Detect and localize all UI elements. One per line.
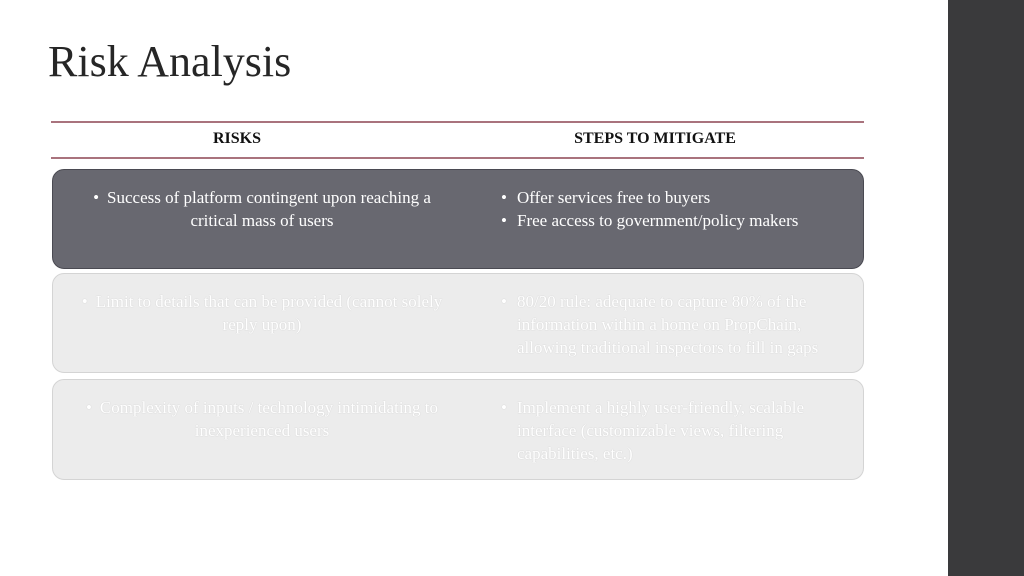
mitigation-item: [501, 396, 851, 465]
mitigation-text: Free access to government/policy makers: [517, 211, 799, 230]
bullet: •: [501, 292, 507, 311]
header-top-rule: [51, 121, 864, 123]
bullet: •: [93, 188, 100, 207]
mitigation-cell: [501, 396, 851, 465]
risks-header: RISKS: [212, 130, 262, 147]
mitigation-text: Offer services free to buyers: [517, 188, 711, 207]
risk-row-2[interactable]: [52, 273, 864, 373]
mitigation-cell: [501, 186, 851, 232]
mitigation-text: Implement a highly user-friendly, scalable interface (customizable views, filtering capabilities, etc.): [517, 398, 804, 463]
bullet: •: [501, 398, 507, 417]
slide-title: Risk Analysis: [48, 37, 292, 86]
bullet: •: [501, 188, 507, 207]
risk-text: Complexity of inputs / technology intimidating to inexperienced users: [99, 398, 439, 440]
mitigation-cell: [501, 290, 851, 359]
risk-cell: [71, 396, 453, 442]
risk-text: Limit to details that can be provided (cannot solely reply upon): [95, 292, 443, 334]
mitigation-item: [501, 209, 851, 232]
bullet: •: [85, 398, 92, 417]
header-bottom-rule: [51, 157, 864, 159]
risk-text: Success of platform contingent upon reaching a critical mass of users: [107, 188, 431, 230]
mitigate-header: STEPS TO MITIGATE: [574, 130, 736, 147]
bullet: •: [501, 211, 507, 230]
mitigation-item: [501, 186, 851, 209]
mitigation-item: [501, 290, 851, 359]
risk-cell: [71, 290, 453, 336]
bullet: •: [81, 292, 88, 311]
risk-cell: [71, 186, 453, 232]
mitigation-text: 80/20 rule: adequate to capture 80% of the information within a home on PropChain, allowing traditional inspectors to fill in gaps: [517, 292, 819, 357]
side-band: [948, 0, 1024, 576]
risk-row-1[interactable]: [52, 169, 864, 269]
risk-row-3[interactable]: [52, 379, 864, 480]
